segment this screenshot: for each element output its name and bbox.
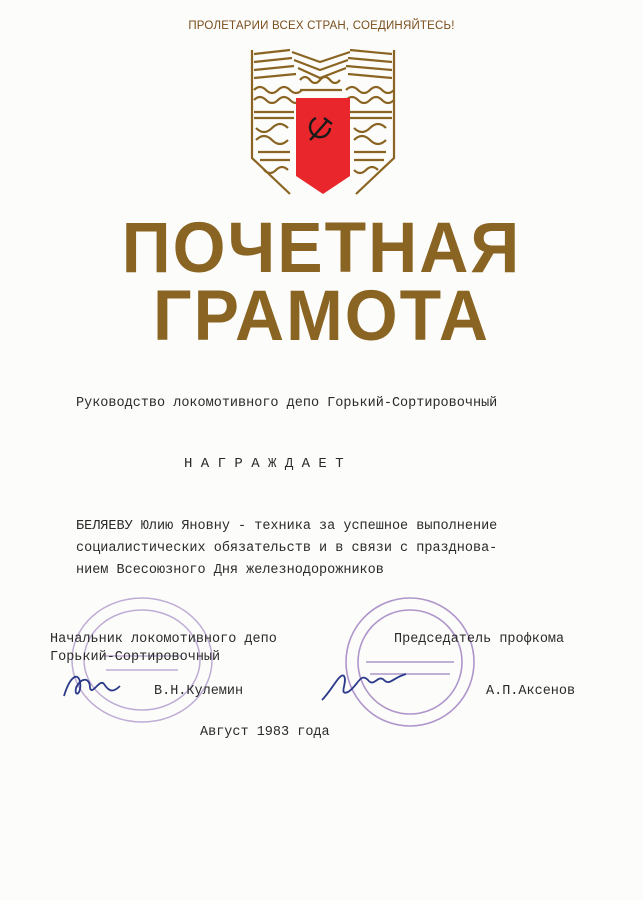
left-stamp	[52, 590, 222, 740]
body-line-2: социалистических обязательств и в связи с празднова-	[76, 541, 498, 556]
right-stamp	[340, 592, 480, 732]
title-line-2: ГРАМОТА	[153, 276, 490, 356]
date-text: Август 1983 года	[200, 725, 330, 740]
right-signature	[318, 666, 410, 706]
body-line-1: БЕЛЯЕВУ Юлию Яновну - техника за успешное выполнение	[76, 519, 498, 534]
issuer-text: Руководство локомотивного депо Горький-Сортировочный	[76, 396, 498, 411]
left-signatory-title-1: Начальник локомотивного депо	[50, 632, 277, 647]
body-line-3: нием Всесоюзного Дня железнодорожников	[76, 563, 384, 578]
slogan: ПРОЛЕТАРИИ ВСЕХ СТРАН, СОЕДИНЯЙТЕСЬ!	[188, 20, 455, 32]
emblem	[250, 48, 396, 196]
red-flag	[296, 98, 350, 194]
right-signatory-title: Председатель профкома	[394, 632, 565, 647]
left-signatory-title-2: Горький-Сортировочный	[50, 650, 221, 665]
title-line-1: ПОЧЕТНАЯ	[121, 208, 522, 288]
awards-text: Н А Г Р А Ж Д А Е Т	[184, 456, 344, 472]
left-signature	[60, 668, 130, 704]
left-signatory-name: В.Н.Кулемин	[154, 684, 244, 699]
right-signatory-name: А.П.Аксенов	[486, 684, 576, 699]
